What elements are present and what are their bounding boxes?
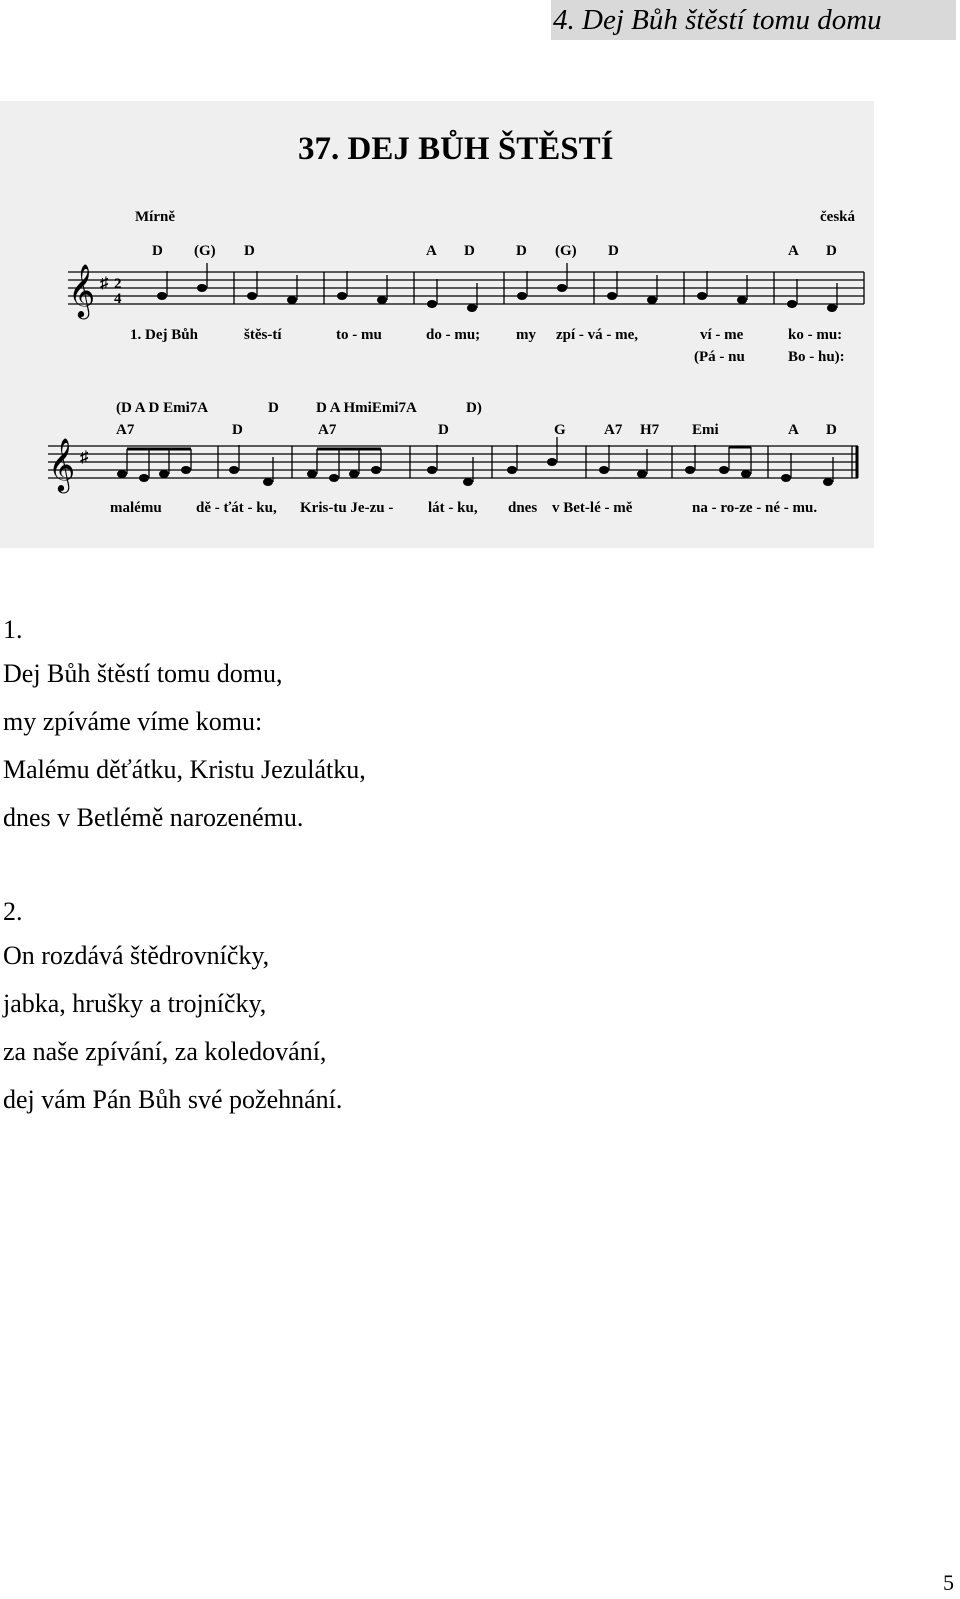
chord: A7 bbox=[604, 422, 623, 438]
chord: D bbox=[464, 243, 475, 259]
lyric: štěs-tí bbox=[244, 327, 282, 343]
verse-line: Malému děťátku, Kristu Jezulátku, bbox=[3, 755, 366, 784]
lyric: Bo - hu): bbox=[788, 349, 845, 365]
verse-number: 2. bbox=[3, 897, 23, 926]
page-header bbox=[551, 0, 956, 40]
lyric: to - mu bbox=[336, 327, 382, 343]
verse-gap bbox=[3, 842, 366, 892]
time-signature: 2 bbox=[114, 276, 122, 292]
lyric: my bbox=[516, 327, 536, 343]
lyric: malému bbox=[110, 500, 162, 516]
chord: G bbox=[554, 422, 566, 438]
chord: D A HmiEmi7A bbox=[316, 400, 417, 416]
lyric: v Bet-lé - mě bbox=[552, 500, 633, 516]
chord: D bbox=[826, 243, 837, 259]
chord: D bbox=[232, 422, 243, 438]
chord: A7 bbox=[116, 422, 135, 438]
lyric: Kris-tu Je-zu - bbox=[300, 500, 394, 516]
chord: (G) bbox=[555, 243, 577, 259]
verse-line: dnes v Betlémě narozenému. bbox=[3, 803, 304, 832]
verse-line: Dej Bůh štěstí tomu domu, bbox=[3, 659, 283, 688]
system1-chords bbox=[152, 243, 837, 259]
chord: D bbox=[152, 243, 163, 259]
treble-clef-icon: 𝄞 bbox=[48, 439, 76, 490]
system2-chords bbox=[116, 400, 837, 438]
chord: (G) bbox=[194, 243, 216, 259]
verse-line: dej vám Pán Bůh své požehnání. bbox=[3, 1085, 343, 1114]
lyric: zpí - vá - me, bbox=[556, 327, 639, 343]
sheet-music-image bbox=[0, 101, 874, 548]
chord: D bbox=[516, 243, 527, 259]
lyric: ko - mu: bbox=[788, 327, 843, 343]
lyric: dě - ťát - ku, bbox=[196, 500, 277, 516]
score-title: 37. DEJ BŮH ŠTĚSTÍ bbox=[298, 131, 614, 167]
chord: A7 bbox=[318, 422, 337, 438]
verse bbox=[3, 892, 366, 1124]
chord: H7 bbox=[640, 422, 660, 438]
lyric: dnes bbox=[508, 500, 538, 516]
time-signature: 4 bbox=[114, 291, 122, 307]
verse-line: my zpíváme víme komu: bbox=[3, 707, 263, 736]
lyric: do - mu; bbox=[426, 327, 481, 343]
chord: Emi bbox=[692, 422, 719, 438]
chord: (D A D Emi7A bbox=[116, 400, 209, 416]
verse-line: za naše zpívání, za koledování, bbox=[3, 1037, 327, 1066]
chord: D) bbox=[466, 400, 482, 416]
lyric: ví - me bbox=[700, 327, 744, 343]
system2-lyrics bbox=[110, 500, 817, 516]
verse-line: On rozdává štědrovníčky, bbox=[3, 941, 270, 970]
lyric: (Pá - nu bbox=[694, 349, 745, 365]
chord: A bbox=[788, 243, 799, 259]
chord: A bbox=[426, 243, 437, 259]
chord: D bbox=[608, 243, 619, 259]
chord: D bbox=[826, 422, 837, 438]
chord: D bbox=[244, 243, 255, 259]
page-number: 5 bbox=[943, 1570, 954, 1595]
lyric: lát - ku, bbox=[428, 500, 478, 516]
verse-line: jabka, hrušky a trojníčky, bbox=[3, 989, 267, 1018]
chord: A bbox=[788, 422, 799, 438]
lyric: 1. Dej Bůh bbox=[130, 327, 198, 343]
origin-mark: česká bbox=[820, 209, 855, 225]
verse-number: 1. bbox=[3, 615, 23, 644]
verses bbox=[3, 610, 366, 1124]
sharp-icon: ♯ bbox=[80, 449, 88, 466]
chord: D bbox=[438, 422, 449, 438]
chord: D bbox=[268, 400, 279, 416]
system1-lyrics bbox=[130, 327, 845, 365]
treble-clef-icon: 𝄞 bbox=[68, 265, 96, 316]
tempo-mark: Mírně bbox=[135, 209, 175, 225]
sharp-icon: ♯ bbox=[100, 275, 108, 292]
verse bbox=[3, 610, 366, 842]
header-title: 4. Dej Bůh štěstí tomu domu bbox=[553, 4, 882, 36]
lyric: na - ro-ze - né - mu. bbox=[692, 500, 818, 516]
